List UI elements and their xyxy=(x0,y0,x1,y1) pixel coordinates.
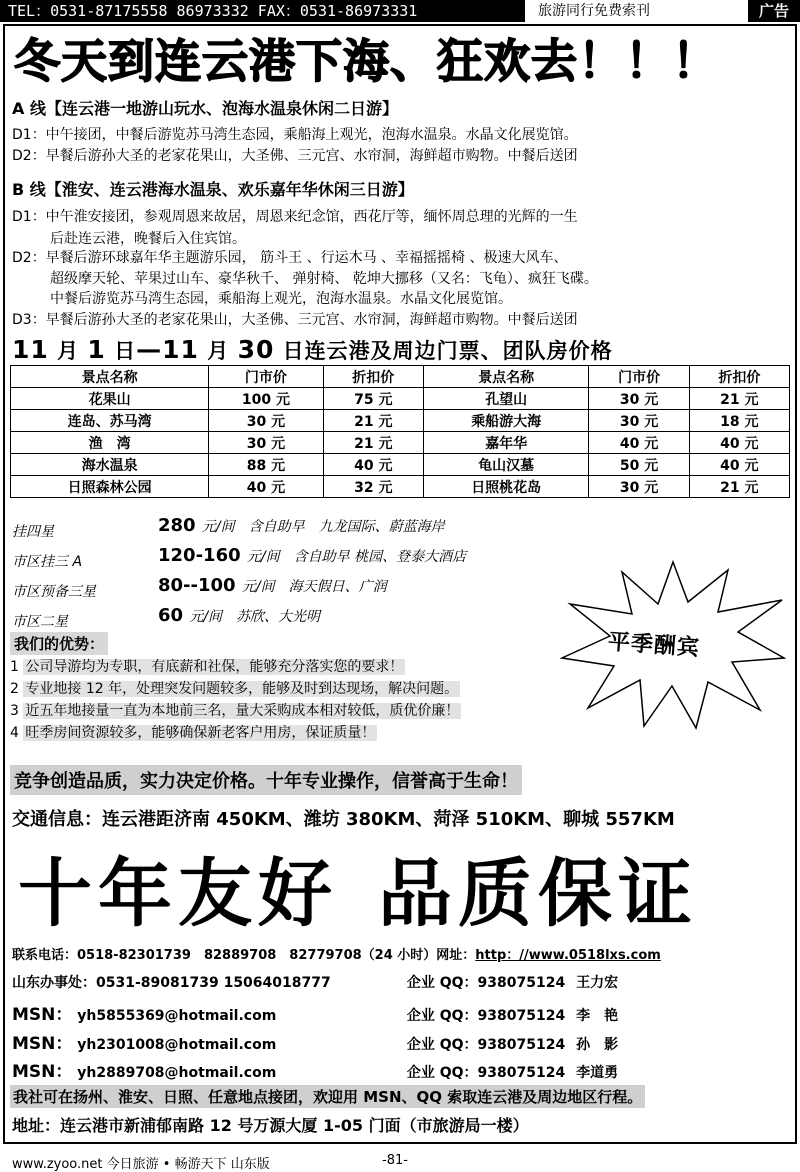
page-number: -81- xyxy=(382,1153,408,1168)
date-dash: — xyxy=(136,335,163,364)
office-phone: 山东办事处：0531-89081739 15064018777 xyxy=(12,975,331,991)
line-b-day-1-cont: 后赴连云港，晚餐后入住宾馆。 xyxy=(50,231,246,247)
month-char: 月 xyxy=(57,339,80,363)
table-cell: 21 元 xyxy=(689,388,789,410)
advantages-heading: 我们的优势： xyxy=(10,632,108,655)
col-header: 门市价 xyxy=(209,366,324,388)
line-b-day-3: D3：早餐后游孙大圣的老家花果山，大圣佛、三元宫、水帘洞，海鲜超市购物。中餐后送团 xyxy=(12,312,578,328)
burst-text: 平季酬宾 xyxy=(607,629,701,662)
ticket-price-table xyxy=(10,365,790,498)
office-qq: 企业 QQ：938075124 xyxy=(406,975,566,991)
top-bar xyxy=(0,0,800,22)
pickup-banner: 我社可在扬州、淮安、日照、任意地点接团，欢迎用 MSN、QQ 索取连云港及周边地区行程。 xyxy=(10,1085,645,1108)
advantage-item: 3 近五年地接量一直为本地前三名，量大采购成本相对较低，质优价廉！ xyxy=(10,703,460,719)
table-cell: 30 元 xyxy=(209,432,324,454)
table-cell: 日照森林公园 xyxy=(11,476,209,498)
hotel-level: 挂四星 xyxy=(12,524,54,540)
table-cell: 龟山汉墓 xyxy=(423,454,589,476)
date-to-day: 30 xyxy=(237,335,275,364)
line-a-day-1: D1：中午接团，中餐后游览苏马湾生态园，乘船海上观光，泡海水温泉。水晶文化展览馆。 xyxy=(12,127,578,143)
qq-number: 企业 QQ：938075124 xyxy=(406,1065,566,1081)
msn-label: MSN： xyxy=(12,1062,73,1082)
table-cell: 40 元 xyxy=(689,454,789,476)
line-b-day-2-cont-2: 中餐后游览苏马湾生态园，乘船海上观光，泡海水温泉。水晶文化展览馆。 xyxy=(50,291,512,307)
contact-phones: 联系电话：0518-82301739 82889708 82779708（24 小时）网址： xyxy=(12,948,476,963)
table-cell: 21 元 xyxy=(323,410,423,432)
table-row xyxy=(11,476,790,498)
table-cell: 30 元 xyxy=(589,476,689,498)
msn-email[interactable]: yh5855369@hotmail.com xyxy=(77,1008,277,1024)
line-a-title: A 线【连云港一地游山玩水、泡海水温泉休闲二日游】 xyxy=(12,99,398,118)
contact-name: 李 艳 xyxy=(576,1008,619,1024)
footer-source: www.zyoo.net 今日旅游 • 畅游天下 山东版 xyxy=(12,1157,270,1172)
month-char-2: 月 xyxy=(207,339,230,363)
table-cell: 乘船游大海 xyxy=(423,410,589,432)
hotel-price: 80--100 元/间 海天假日、广润 xyxy=(158,575,387,596)
page-footer xyxy=(0,1150,800,1172)
hotel-price: 280 元/间 含自助早 九龙国际、蔚蓝海岸 xyxy=(158,515,445,536)
date-from-month: 11 xyxy=(12,335,49,364)
advantages-block xyxy=(10,632,461,743)
date-from-day: 1 xyxy=(87,335,106,364)
table-cell: 30 元 xyxy=(589,410,689,432)
table-cell: 50 元 xyxy=(589,454,689,476)
contact-name: 孙 影 xyxy=(576,1037,619,1053)
big-slogan xyxy=(18,848,698,940)
table-cell: 40 元 xyxy=(209,476,324,498)
hotel-level: 市区挂三 A xyxy=(12,554,83,570)
free-note: 旅游同行免费索刊 xyxy=(538,3,650,19)
advantage-item: 2 专业地接 12 年，处理突发问题较多，能够及时到达现场，解决问题。 xyxy=(10,681,459,697)
col-header: 景点名称 xyxy=(423,366,589,388)
table-cell: 嘉年华 xyxy=(423,432,589,454)
msn-row xyxy=(12,1029,618,1054)
contact-name: 李道勇 xyxy=(576,1065,619,1081)
day-char: 日 xyxy=(114,339,137,363)
office-contact-name: 王力宏 xyxy=(576,975,619,991)
qq-number: 企业 QQ：938075124 xyxy=(406,1037,566,1053)
table-cell: 88 元 xyxy=(209,454,324,476)
col-header: 景点名称 xyxy=(11,366,209,388)
col-header: 折扣价 xyxy=(323,366,423,388)
msn-email[interactable]: yh2301008@hotmail.com xyxy=(77,1037,277,1053)
date-to-month: 11 xyxy=(162,335,199,364)
table-cell: 100 元 xyxy=(209,388,324,410)
ad-badge: 广告 xyxy=(748,0,800,22)
table-cell: 40 元 xyxy=(589,432,689,454)
msn-label: MSN： xyxy=(12,1034,73,1054)
msn-label: MSN： xyxy=(12,1005,73,1025)
table-row xyxy=(11,388,790,410)
hotel-level: 市区预备三星 xyxy=(12,584,96,600)
table-cell: 32 元 xyxy=(323,476,423,498)
table-row xyxy=(11,432,790,454)
contact-line xyxy=(12,944,661,963)
qq-number: 企业 QQ：938075124 xyxy=(406,1008,566,1024)
headline: 冬天到连云港下海、狂欢去！！！ xyxy=(14,34,719,88)
table-cell: 花果山 xyxy=(11,388,209,410)
hotel-price: 120-160 元/间 含自助早 桃园、登泰大酒店 xyxy=(158,545,467,566)
table-cell: 日照桃花岛 xyxy=(423,476,589,498)
msn-row xyxy=(12,1057,618,1082)
line-b-day-1: D1：中午淮安接团，参观周恩来故居，周恩来纪念馆，西花厅等，缅怀周总理的光辉的一生 xyxy=(12,209,578,225)
table-cell: 18 元 xyxy=(689,410,789,432)
table-cell: 21 元 xyxy=(323,432,423,454)
table-cell: 40 元 xyxy=(689,432,789,454)
col-header: 折扣价 xyxy=(689,366,789,388)
line-b-title: B 线【淮安、连云港海水温泉、欢乐嘉年华休闲三日游】 xyxy=(12,180,414,199)
price-title-rest: 日连云港及周边门票、团队房价格 xyxy=(282,339,613,363)
advantage-item: 4 旺季房间资源较多，能够确保新老客户用房，保证质量！ xyxy=(10,725,376,741)
address-line: 地址：连云港市新浦郁南路 12 号万源大厦 1-05 门面（市旅游局一楼） xyxy=(12,1116,529,1135)
table-cell: 30 元 xyxy=(209,410,324,432)
table-cell: 30 元 xyxy=(589,388,689,410)
table-row xyxy=(11,410,790,432)
price-section-title xyxy=(12,335,613,365)
line-b-day-2-cont-1: 超级摩天轮、苹果过山车、豪华秋千、 弹射椅、 乾坤大挪移（又名：飞龟）、疯狂飞碟。 xyxy=(50,271,598,287)
table-cell: 75 元 xyxy=(323,388,423,410)
table-cell: 孔望山 xyxy=(423,388,589,410)
traffic-info: 交通信息：连云港距济南 450KM、潍坊 380KM、菏泽 510KM、聊城 557KM xyxy=(12,809,675,830)
hotel-price: 60 元/间 苏欣、大光明 xyxy=(158,605,321,626)
hotel-level: 市区二星 xyxy=(12,614,68,630)
advantage-item: 1 公司导游均为专职，有底薪和社保，能够充分落实您的要求！ xyxy=(10,659,404,675)
tel-fax-line: TEL：0531-87175558 86973332 FAX：0531-86973331 xyxy=(0,0,525,22)
office-row xyxy=(12,972,618,992)
col-header: 门市价 xyxy=(589,366,689,388)
table-cell: 40 元 xyxy=(323,454,423,476)
msn-email[interactable]: yh2889708@hotmail.com xyxy=(77,1065,277,1081)
line-b-day-2: D2：早餐后游环球嘉年华主题游乐园， 筋斗王 、行运木马 、幸福摇摇椅 、极速大风车、 xyxy=(12,250,568,266)
table-row xyxy=(11,454,790,476)
slogan-banner: 竞争创造品质，实力决定价格。十年专业操作，信誉高于生命！ xyxy=(10,765,522,795)
website-link[interactable]: http：//www.0518lxs.com xyxy=(475,948,661,963)
table-cell: 渔 湾 xyxy=(11,432,209,454)
big-slogan-right: 品质保证 xyxy=(378,851,698,937)
table-cell: 海水温泉 xyxy=(11,454,209,476)
big-slogan-left: 十年友好 xyxy=(18,851,338,937)
msn-row xyxy=(12,1000,618,1025)
table-cell: 21 元 xyxy=(689,476,789,498)
table-cell: 连岛、苏马湾 xyxy=(11,410,209,432)
line-a-day-2: D2：早餐后游孙大圣的老家花果山，大圣佛、三元宫、水帘洞，海鲜超市购物。中餐后送团 xyxy=(12,148,578,164)
table-header-row xyxy=(11,366,790,388)
